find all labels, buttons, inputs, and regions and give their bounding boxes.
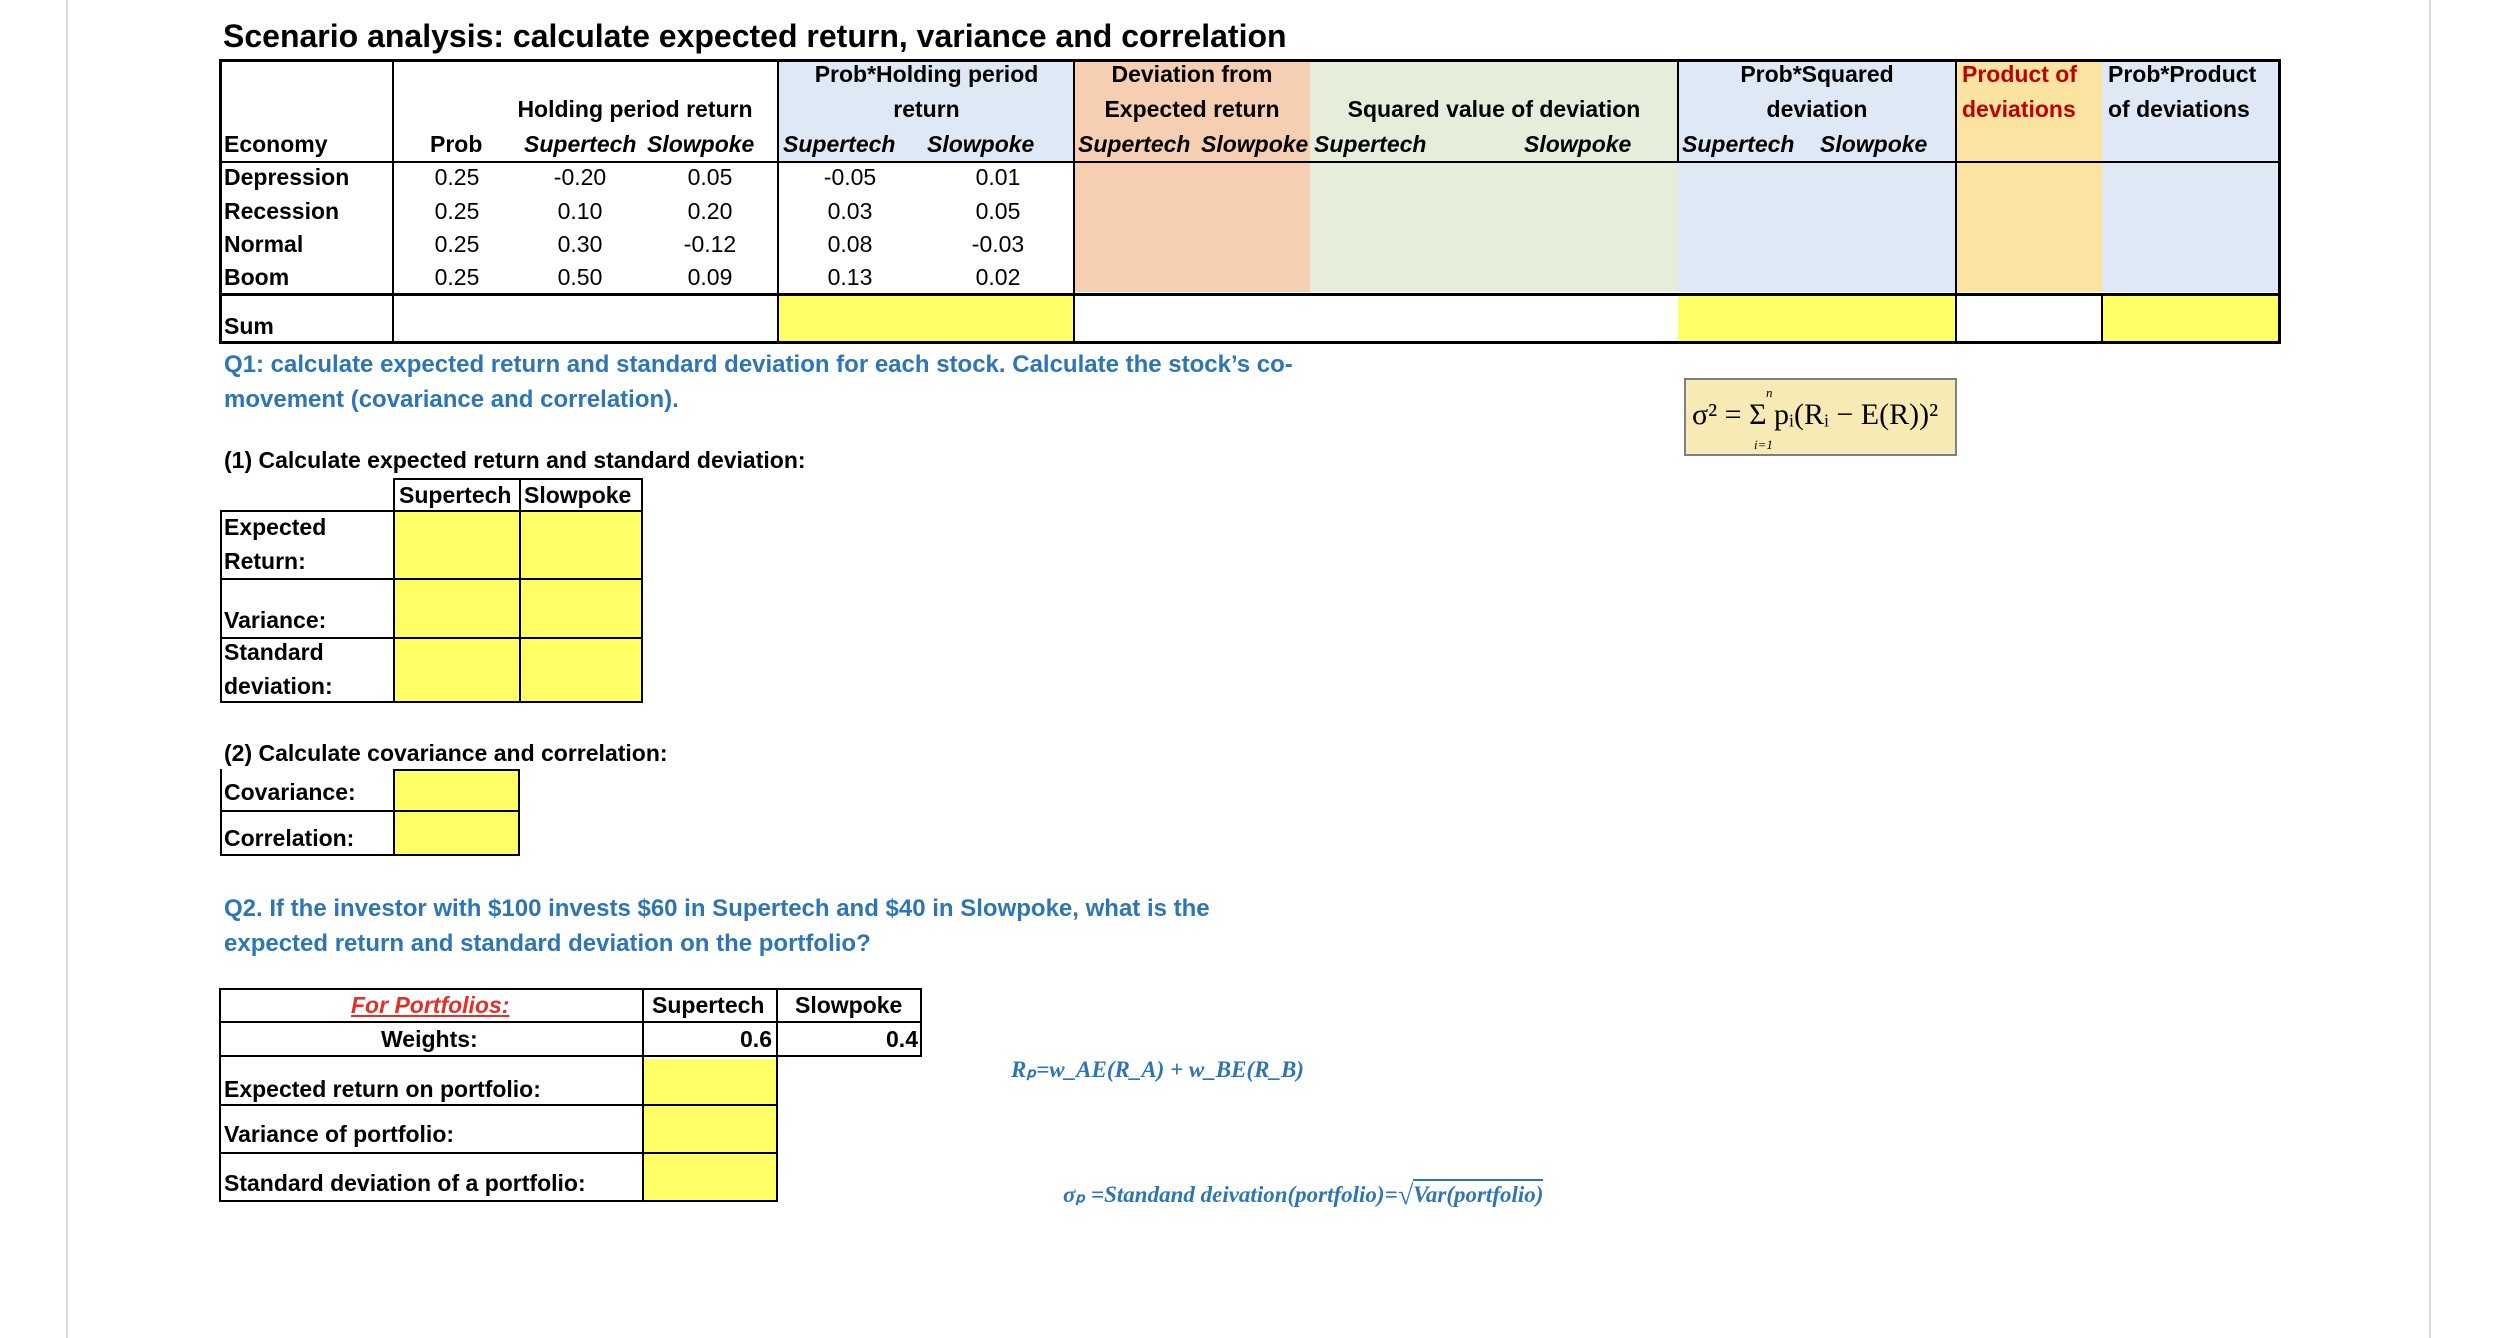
expected-return-supertech-cell[interactable] [395, 512, 519, 578]
portfolio-expected-cell[interactable] [644, 1059, 776, 1104]
weight-supertech: 0.6 [740, 1026, 772, 1052]
prob-squared-header: Prob*Squared [1740, 61, 1894, 87]
hpr-slowpoke-header: Slowpoke [647, 131, 755, 157]
slowpoke-col-header: Slowpoke [524, 482, 632, 508]
sheet-left-border [66, 0, 68, 1338]
portfolio-expected-label: Expected return on portfolio: [224, 1076, 541, 1102]
part2-heading: (2) Calculate covariance and correlation: [224, 740, 668, 766]
sq-supertech-header: Supertech [1314, 131, 1427, 157]
row-php-slowpoke: 0.01 [975, 164, 1021, 190]
prob-header: Prob [430, 131, 483, 157]
expected-return-label-2: Return: [224, 548, 306, 574]
q2-question-2: expected return and standard deviation on the portfolio? [224, 930, 871, 957]
std-label-2: deviation: [224, 673, 333, 699]
product-header: Product of [1962, 61, 2077, 87]
std-supertech-cell[interactable] [395, 639, 519, 701]
sum-row-top-border [219, 293, 2281, 296]
variance-formula: σ² = Σ pᵢ(Rᵢ − E(R))² [1692, 398, 1939, 431]
row-hpr-slowpoke: -0.12 [683, 231, 737, 257]
economy-header: Economy [224, 131, 328, 157]
row-hpr-supertech: -0.20 [553, 164, 607, 190]
deviation-header-2: Expected return [1104, 96, 1280, 122]
q2-question: Q2. If the investor with $100 invests $60 in Supertech and $40 in Slowpoke, what is the [224, 895, 1210, 922]
weights-label: Weights: [381, 1026, 478, 1052]
hpr-supertech-header: Supertech [524, 131, 637, 157]
prob-hpr-header: Prob*Holding period [814, 61, 1039, 87]
squared-header: Squared value of deviation [1347, 96, 1641, 122]
sqrt-icon: √ [1397, 1180, 1414, 1211]
sq-slowpoke-header: Slowpoke [1524, 131, 1632, 157]
dev-slowpoke-header: Slowpoke [1201, 131, 1309, 157]
portfolio-return-formula: Rₚ=w_AE(R_A) + w_BE(R_B) [1011, 1057, 1304, 1082]
page-title: Scenario analysis: calculate expected return, variance and correlation [223, 18, 1287, 54]
portfolio-supertech-header: Supertech [652, 992, 765, 1018]
covariance-label: Covariance: [224, 779, 356, 805]
formula-lower-limit: i=1 [1754, 437, 1773, 452]
part1-heading: (1) Calculate expected return and standard deviation: [224, 447, 806, 473]
deviation-header: Deviation from [1111, 61, 1273, 87]
php-slowpoke-header: Slowpoke [927, 131, 1035, 157]
row-hpr-supertech: 0.10 [557, 198, 603, 224]
portfolio-std-label: Standard deviation of a portfolio: [224, 1170, 586, 1196]
q1-question-2: movement (covariance and correlation). [224, 386, 679, 413]
row-hpr-slowpoke: 0.05 [687, 164, 733, 190]
dev-supertech-header: Supertech [1078, 131, 1191, 157]
for-portfolios-label: For Portfolios: [351, 992, 510, 1018]
supertech-col-header: Supertech [399, 482, 512, 508]
prob-product-header: Prob*Product [2108, 61, 2257, 87]
php-supertech-header: Supertech [783, 131, 896, 157]
row-hpr-slowpoke: 0.20 [687, 198, 733, 224]
hpr-header: Holding period return [517, 96, 753, 122]
variance-slowpoke-cell[interactable] [521, 580, 641, 637]
row-php-slowpoke: -0.03 [971, 231, 1025, 257]
row-economy: Recession [224, 198, 340, 224]
row-php-slowpoke: 0.02 [975, 264, 1021, 290]
sum-label: Sum [224, 313, 274, 339]
covariance-cell[interactable] [395, 771, 518, 810]
variance-label: Variance: [224, 607, 327, 633]
row-economy: Normal [224, 231, 304, 257]
portfolio-std-formula [1063, 1178, 1543, 1210]
correlation-label: Correlation: [224, 825, 355, 851]
row-economy: Boom [224, 264, 290, 290]
portfolio-variance-cell[interactable] [644, 1106, 776, 1152]
product-header-2: deviations [1962, 96, 2076, 122]
row-prob: 0.25 [434, 198, 480, 224]
row-prob: 0.25 [434, 164, 480, 190]
portfolio-variance-label: Variance of portfolio: [224, 1121, 455, 1147]
weight-slowpoke: 0.4 [886, 1026, 918, 1052]
expected-return-label: Expected [224, 514, 327, 540]
portfolio-slowpoke-header: Slowpoke [795, 992, 903, 1018]
std-slowpoke-cell[interactable] [521, 639, 641, 701]
expected-return-slowpoke-cell[interactable] [521, 512, 641, 578]
q1-question: Q1: calculate expected return and standard deviation for each stock. Calculate the stock’s co- [224, 351, 1293, 378]
row-php-supertech: 0.03 [827, 198, 873, 224]
prob-hpr-header-2: return [893, 96, 960, 122]
row-hpr-slowpoke: 0.09 [687, 264, 733, 290]
row-php-supertech: -0.05 [823, 164, 877, 190]
row-hpr-supertech: 0.30 [557, 231, 603, 257]
row-php-slowpoke: 0.05 [975, 198, 1021, 224]
portfolio-std-cell[interactable] [644, 1154, 776, 1200]
std-label: Standard [224, 639, 324, 665]
sheet-right-border [2429, 0, 2431, 1338]
row-php-supertech: 0.13 [827, 264, 873, 290]
correlation-cell[interactable] [395, 812, 518, 854]
std-formula-left: σₚ =Standand deivation(portfolio)= [1063, 1182, 1398, 1207]
row-economy: Depression [224, 164, 350, 190]
psq-slowpoke-header: Slowpoke [1820, 131, 1928, 157]
std-formula-root: Var(portfolio) [1413, 1179, 1543, 1207]
variance-formula-box [1684, 378, 1957, 456]
variance-supertech-cell[interactable] [395, 580, 519, 637]
psq-supertech-header: Supertech [1682, 131, 1795, 157]
row-php-supertech: 0.08 [827, 231, 873, 257]
row-hpr-supertech: 0.50 [557, 264, 603, 290]
row-prob: 0.25 [434, 264, 480, 290]
prob-squared-header-2: deviation [1766, 96, 1868, 122]
row-prob: 0.25 [434, 231, 480, 257]
prob-product-header-2: of deviations [2108, 96, 2250, 122]
formula-upper-limit: n [1766, 385, 1773, 400]
